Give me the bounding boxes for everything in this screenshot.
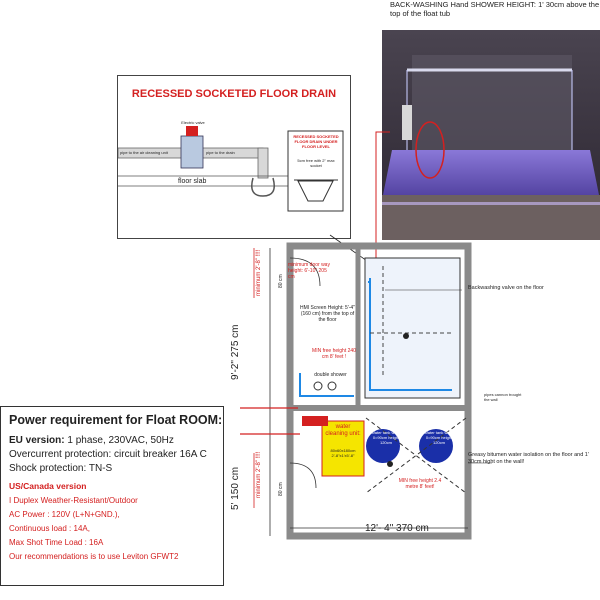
water-cleaning-size: 80x60x180cm 2'-8"x1'x5'-8" bbox=[330, 448, 356, 458]
door-min-lower: minimum 2'-8" !!!! bbox=[256, 451, 262, 498]
inset-note: 5cm free with 2" max socket bbox=[297, 158, 335, 168]
dim-80cm-top: 80 cm bbox=[278, 274, 284, 288]
eu-label: EU version: bbox=[9, 435, 65, 446]
door-lower bbox=[290, 463, 316, 488]
inset-title: RECESSED SOCKETED FLOOR DRAIN UNDER FLOOR LEVEL bbox=[293, 134, 339, 149]
valve-label: Electric valve bbox=[181, 120, 205, 125]
power-requirements-panel bbox=[0, 406, 224, 586]
dim-80cm-bottom: 80 cm bbox=[278, 482, 284, 496]
us-line-4: Max Shot Time Load : 16A bbox=[9, 538, 104, 547]
us-line-1: I Duplex Weather-Resistant/Outdoor bbox=[9, 496, 138, 505]
float-pool bbox=[365, 258, 460, 398]
us-line-2: AC Power : 120V (L+N+GND.), bbox=[9, 510, 120, 519]
pipe-left-label: pipe to the air cleaning unit bbox=[120, 150, 168, 155]
us-line-5: Our recommendations is to use Leviton GFWT2 bbox=[9, 552, 179, 561]
eu-line-3: Shock protection: TN-S bbox=[9, 463, 113, 474]
dim-left-lower: 5' 150 cm bbox=[230, 466, 241, 510]
min-free-height-lower: MIN free height 2.4 metre 8' feet! bbox=[398, 478, 442, 490]
door-way-note: minimum door way height: 6'-10" 205 cm bbox=[288, 262, 330, 280]
water-cleaning-label: water cleaning unit: bbox=[325, 424, 361, 437]
eu-line-1 bbox=[9, 435, 174, 446]
backwash-valve-label: Backwashing valve on the floor bbox=[468, 285, 544, 291]
eu-value: 1 phase, 230VAC, 50Hz bbox=[64, 435, 174, 446]
hmi-screen-note: HMI Screen Height: 5'-4" (160 cm) from the top of the floor bbox=[300, 305, 355, 323]
min-free-height-upper: MIN free height 240 cm 8' feet ! bbox=[312, 348, 356, 360]
eu-line-2: Overcurrent protection: circuit breaker 16A C bbox=[9, 449, 207, 460]
door-min-upper: minimum 2'-8" !!!! bbox=[256, 249, 262, 296]
drain-detail-title: RECESSED SOCKETED FLOOR DRAIN bbox=[131, 88, 337, 100]
floor-slab-label: floor slab bbox=[178, 178, 207, 185]
pipe-right-label: pipe to the drain bbox=[206, 150, 235, 155]
us-heading: US/Canada version bbox=[9, 481, 87, 491]
photo-caption: BACK-WASHING Hand SHOWER HEIGHT: 1' 30cm above the top of the float tub bbox=[390, 0, 600, 18]
pipes-note: pipes cannon trought the wall bbox=[484, 392, 522, 402]
us-line-3: Continuous load : 14A, bbox=[9, 524, 90, 533]
tank2-label: Water tank width 0=90cm height 120cm bbox=[424, 430, 454, 445]
dim-bottom: 12'- 4" 370 cm bbox=[365, 523, 429, 534]
power-heading: Power requirement for Float ROOM: bbox=[9, 413, 223, 427]
pool-drain bbox=[403, 333, 409, 339]
dim-left-upper: 9'-2" 275 cm bbox=[230, 324, 241, 380]
tank1-label: Water tank width 0=90cm height 120cm bbox=[371, 430, 401, 445]
bitumen-note: Greasy bitumen water isolation on the floor and 1' 30cm hight on the wall! bbox=[468, 452, 589, 465]
double-shower-label: double shower bbox=[314, 372, 347, 378]
